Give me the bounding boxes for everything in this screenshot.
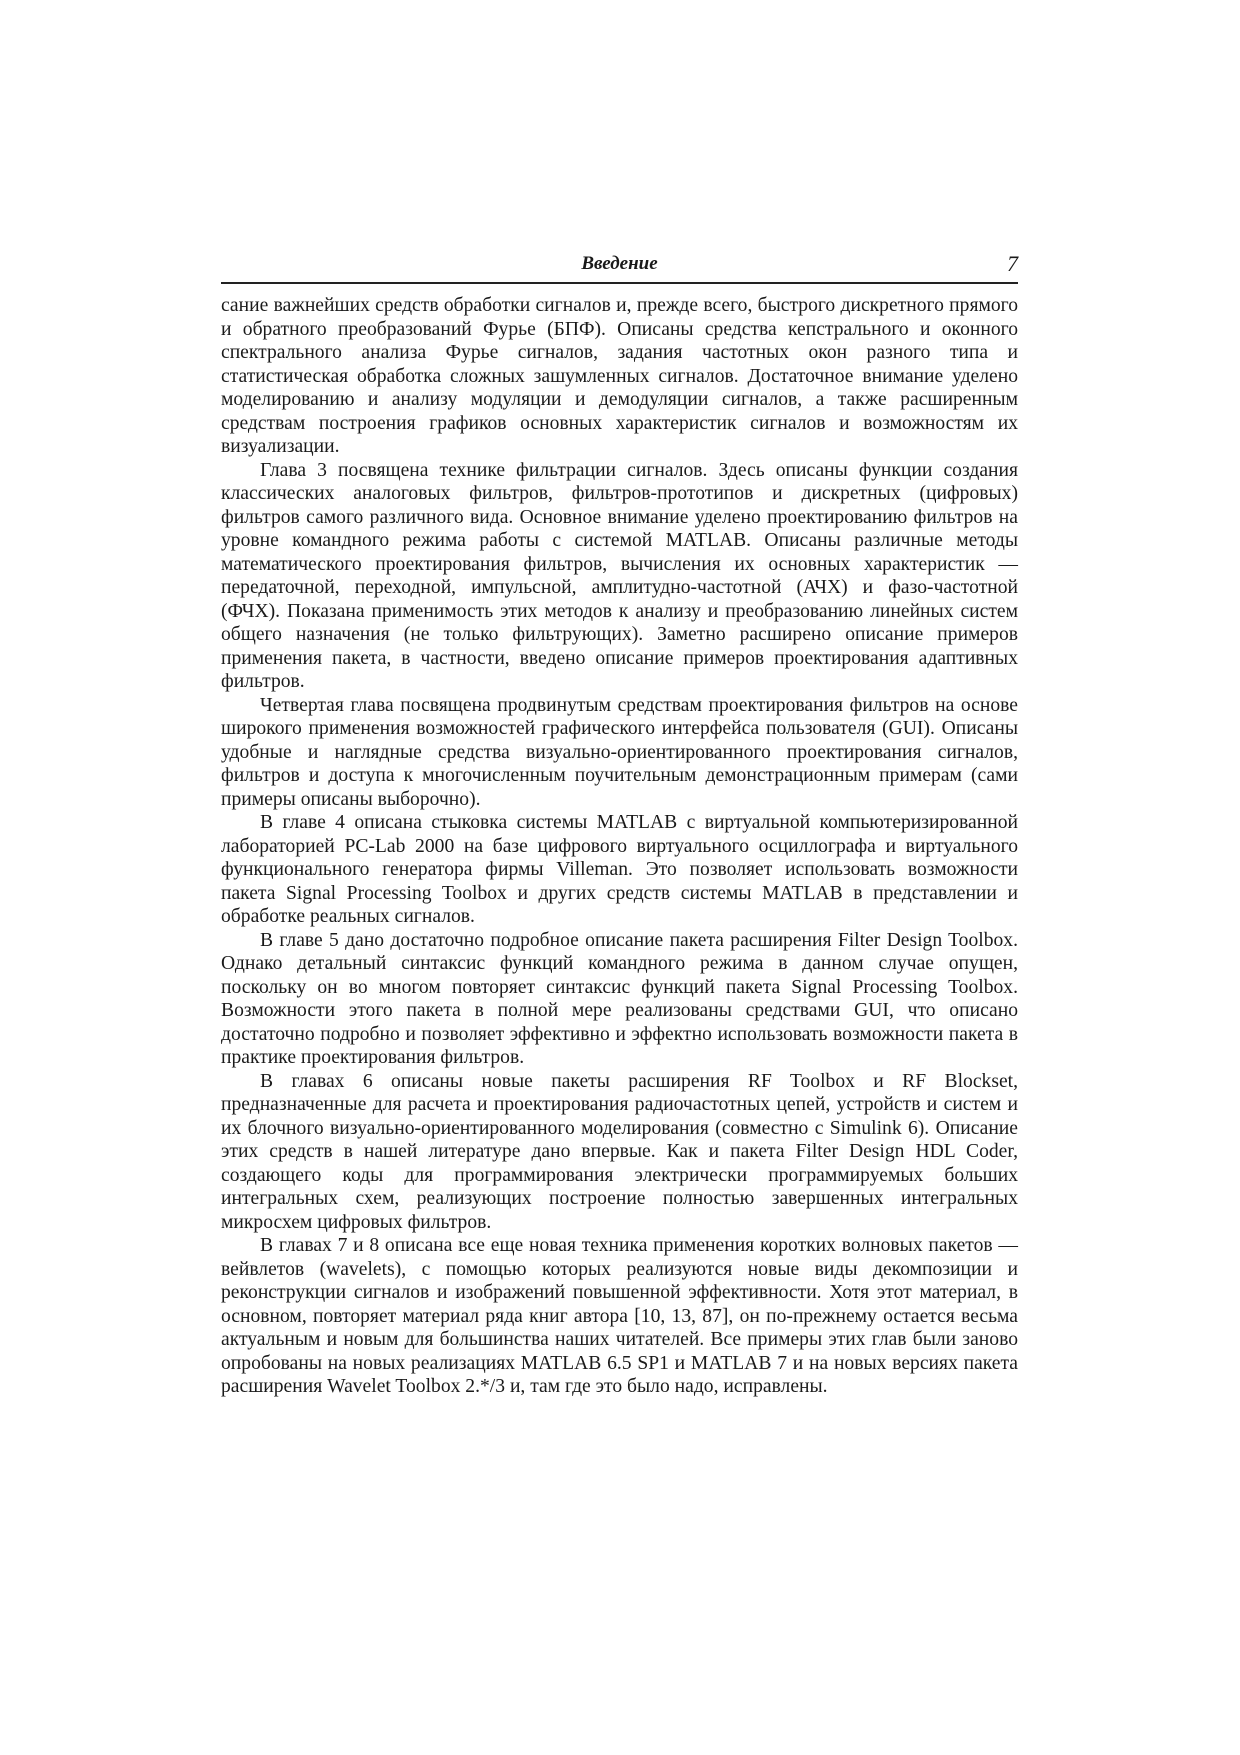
paragraph-5: В главе 5 дано достаточно подробное описание пакета расширения Filter Design Toolbox. Однако детальный синтаксис функций командного режима в данном случае опущен, поскольку он во многом повторяет синтаксис функций пакета Signal Processing Toolbox. Возможности этого пакета в полной мере реализованы средствами GUI, что описано достаточно подробно и позволяет эффективно и эффектно использовать возможности пакета в практике проектирования фильтров. (221, 929, 1018, 1068)
paragraph-1: сание важнейших средств обработки сигналов и, прежде всего, быстрого дискретного прямого и обратного преобразований Фурье (БПФ). Описаны средства кепстрального и оконного спектрального анализа Фурье сигналов, задания частотных окон разного типа и статистическая обработка сложных зашумленных сигналов. Достаточное внимание уделено моделированию и анализу модуляции и демодуляции сигналов, а также расширенным средствам построения графиков основных характеристик сигналов и возможностям их визуализации. (221, 295, 1018, 457)
paragraph-3: Четвертая глава посвящена продвинутым средствам проектирования фильтров на основе широкого применения возможностей графического интерфейса пользователя (GUI). Описаны удобные и наглядные средства визуально-ориентированного проектирования сигналов, фильтров и доступа к многочисленным поучительным демонстрационным примерам (сами примеры описаны выборочно). (221, 694, 1018, 810)
paragraph-2: Глава 3 посвящена технике фильтрации сигналов. Здесь описаны функции создания классических аналоговых фильтров, фильтров-прототипов и дискретных (цифровых) фильтров самого различного вида. Основное внимание уделено проектированию фильтров на уровне командного режима работы с системой MATLAB. Описаны различные методы математического проектирования фильтров, вычисления их основных характеристик — передаточной, переходной, импульсной, амплитудно-частотной (АЧХ) и фазо-частотной (ФЧХ). Показана применимость этих методов к анализу и преобразованию линейных систем общего назначения (не только фильтрующих). Заметно расширено описание примеров применения пакета, в частности, введено описание примеров проектирования адаптивных фильтров. (221, 459, 1018, 692)
running-header (221, 252, 1018, 284)
book-page (221, 252, 1018, 1399)
paragraph-4: В главе 4 описана стыковка системы MATLAB с виртуальной компьютеризированной лабораторией PC-Lab 2000 на базе цифрового виртуального осциллографа и виртуального функционального генератора фирмы Villeman. Это позволяет использовать возможности пакета Signal Processing Toolbox и других средств системы MATLAB в представлении и обработке реальных сигналов. (221, 812, 1018, 927)
paragraph-6: В главах 6 описаны новые пакеты расширения RF Toolbox и RF Blockset, предназначенные для расчета и проектирования радиочастотных цепей, устройств и систем и их блочного визуально-ориентированного моделирования (совместно с Simulink 6). Описание этих средств в нашей литературе дано впервые. Как и пакета Filter Design HDL Coder, создающего коды для программирования электрически программируемых больших интегральных схем, реализующих построение полностью завершенных интегральных микросхем цифровых фильтров. (221, 1070, 1018, 1233)
page-number: 7 (1007, 251, 1018, 276)
body-text (221, 294, 1018, 1399)
paragraph-7: В главах 7 и 8 описана все еще новая техника применения коротких волновых пакетов — вейвлетов (wavelets), с помощью которых реализуются новые виды декомпозиции и реконструкции сигналов и изображений повышенной эффективности. Хотя этот материал, в основном, повторяет материал ряда книг автора [10, 13, 87], он по-прежнему остается весьма актуальным и новым для большинства наших читателей. Все примеры этих глав были заново опробованы на новых реализациях MATLAB 6.5 SP1 и MATLAB 7 и на новых версиях пакета расширения Wavelet Toolbox 2.*/3 и, там где это было надо, исправлены. (221, 1235, 1018, 1397)
chapter-title: Введение (581, 253, 658, 274)
